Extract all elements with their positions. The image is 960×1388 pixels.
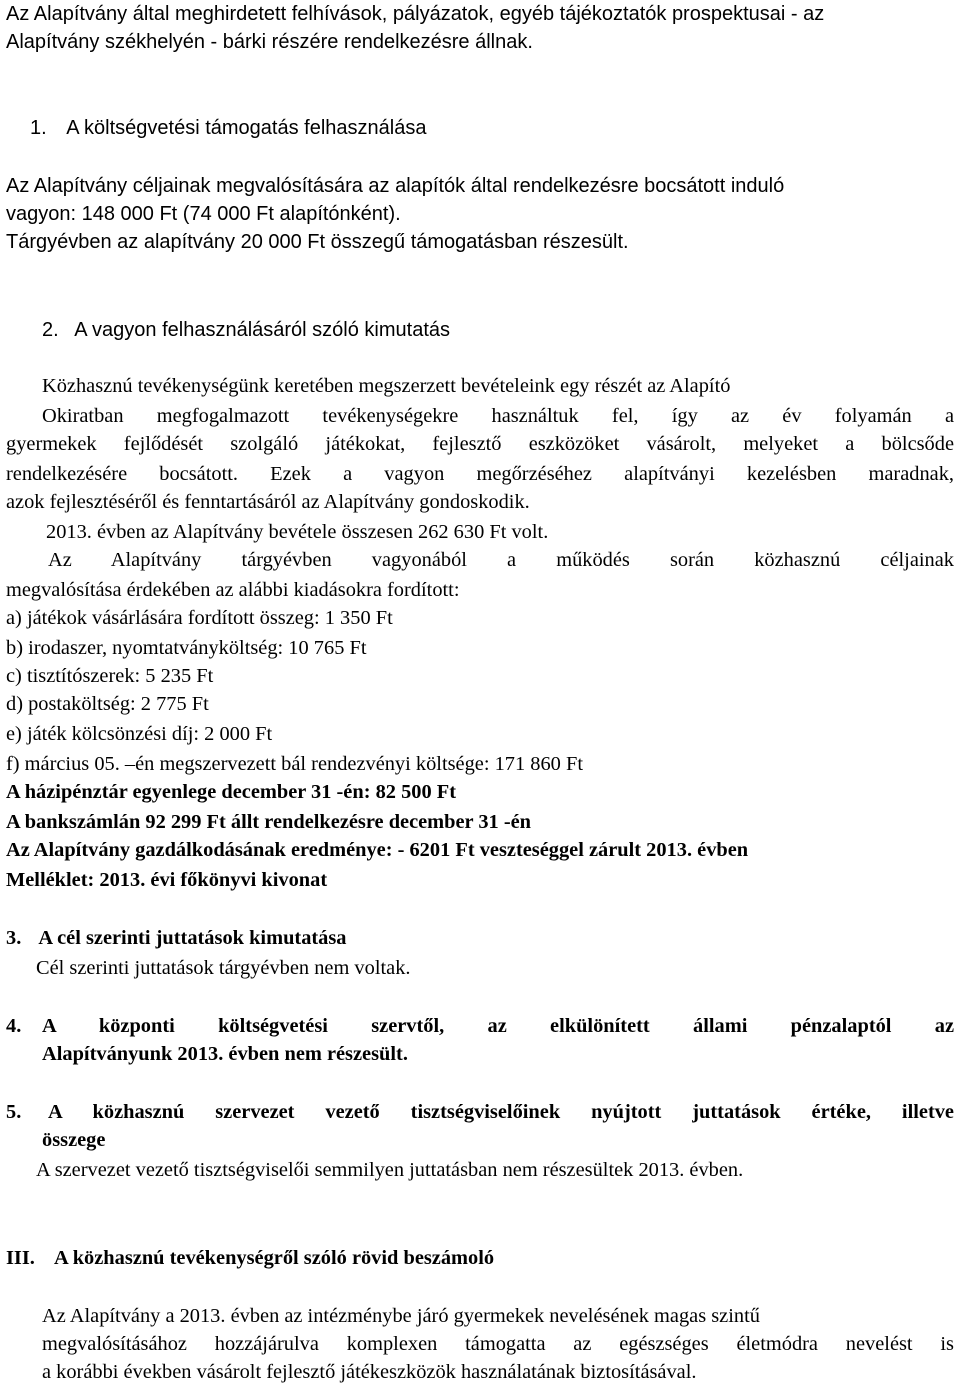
section-1-line-3: Tárgyévben az alapítvány 20 000 Ft összegű támogatásban részesült. xyxy=(6,231,629,253)
section-III-heading xyxy=(6,1244,960,1272)
section-3-heading xyxy=(6,924,960,952)
expense-item: d) postaköltség: 2 775 Ft xyxy=(6,693,209,715)
section-2-para-line-2: Okiratban megfogalmazott tevékenységekre használtuk fel, így az év folyamán a xyxy=(42,405,954,427)
section-2-para-line-5: azok fejlesztéséről és fenntartásáról az Alapítvány gondoskodik. xyxy=(6,491,530,513)
expense-item: f) március 05. –én megszervezett bál rendezvényi költsége: 171 860 Ft xyxy=(6,753,583,775)
attachment-note: Melléklet: 2013. évi főkönyvi kivonat xyxy=(6,869,328,891)
section-2-heading xyxy=(42,316,960,344)
section-III-line-1: Az Alapítvány a 2013. évben az intézménybe járó gyermekek nevelésének magas szintű xyxy=(42,1305,760,1327)
expense-item: a) játékok vásárlására fordított összeg: 1 350 Ft xyxy=(6,607,393,629)
section-5-number: 5. xyxy=(6,1101,22,1123)
section-1-line-1: Az Alapítvány céljainak megvalósítására az alapítók által rendelkezésre bocsátott induló xyxy=(6,175,785,197)
bank-balance: A bankszámlán 92 299 Ft állt rendelkezésre december 31 -én xyxy=(6,811,532,833)
section-2-title: A vagyon felhasználásáról szóló kimutatás xyxy=(74,319,451,341)
section-3-title: A cél szerinti juttatások kimutatása xyxy=(38,927,347,949)
section-5-text: A szervezet vezető tisztségviselői semmilyen juttatásban nem részesültek 2013. évben. xyxy=(36,1159,744,1181)
section-2-para-line-3: gyermekek fejlődését szolgáló játékokat, fejlesztő eszközöket vásárolt, melyeket a bölcsőde xyxy=(6,433,954,455)
section-III-line-2: megvalósításához hozzájárulva komplexen támogatta az egészséges életmódra nevelést is xyxy=(42,1333,954,1355)
section-4-title-line-2: Alapítványunk 2013. évben nem részesült. xyxy=(42,1043,408,1065)
section-2-expenses-line-1: Az Alapítvány tárgyévben vagyonából a működés során közhasznú céljainak xyxy=(48,549,954,571)
section-III-line-3: a korábbi években vásárolt fejlesztő játékeszközök használatának biztosításával. xyxy=(42,1361,697,1383)
financial-result: Az Alapítvány gazdálkodásának eredménye: - 6201 Ft veszteséggel zárult 2013. évben xyxy=(6,839,749,861)
section-3-number: 3. xyxy=(6,927,22,949)
section-III-title: A közhasznú tevékenységről szóló rövid beszámoló xyxy=(54,1247,495,1269)
expense-item: b) irodaszer, nyomtatványköltség: 10 765 Ft xyxy=(6,637,367,659)
section-1-line-2: vagyon: 148 000 Ft (74 000 Ft alapítónként). xyxy=(6,203,401,225)
section-3-text: Cél szerinti juttatások tárgyévben nem voltak. xyxy=(36,957,411,979)
section-1-title: A költségvetési támogatás felhasználása xyxy=(66,117,427,139)
intro-line-2: Alapítvány székhelyén - bárki részére rendelkezésre állnak. xyxy=(6,31,533,53)
section-1-heading xyxy=(30,114,960,142)
section-III-number: III. xyxy=(6,1247,35,1269)
expense-item: c) tisztítószerek: 5 235 Ft xyxy=(6,665,214,687)
section-2-para-line-1: Közhasznú tevékenységünk keretében megszerzett bevételeink egy részét az Alapító xyxy=(42,375,731,397)
intro-line-1: Az Alapítvány által meghirdetett felhívások, pályázatok, egyéb tájékoztatók prospektusai - az xyxy=(6,3,825,25)
cash-balance: A házipénztár egyenlege december 31 -én: 82 500 Ft xyxy=(6,781,457,803)
section-5-title-line-1: A közhasznú szervezet vezető tisztségviselőinek nyújtott juttatások értéke, illetve xyxy=(48,1101,954,1123)
section-4-number: 4. xyxy=(6,1015,22,1037)
section-2-para-line-4: rendelkezésére bocsátott. Ezek a vagyon megőrzéséhez alapítványi kezelésben maradnak, xyxy=(6,463,954,485)
section-5-title-line-2: összege xyxy=(42,1129,106,1151)
section-2-expenses-line-2: megvalósítása érdekében az alábbi kiadásokra fordított: xyxy=(6,579,460,601)
section-2-number: 2. xyxy=(42,319,59,341)
section-2-income: 2013. évben az Alapítvány bevétele összesen 262 630 Ft volt. xyxy=(46,521,549,543)
section-1-number: 1. xyxy=(30,117,47,139)
expense-item: e) játék kölcsönzési díj: 2 000 Ft xyxy=(6,723,273,745)
section-4-title-line-1: A központi költségvetési szervtől, az elkülönített állami pénzalaptól az xyxy=(42,1015,954,1037)
